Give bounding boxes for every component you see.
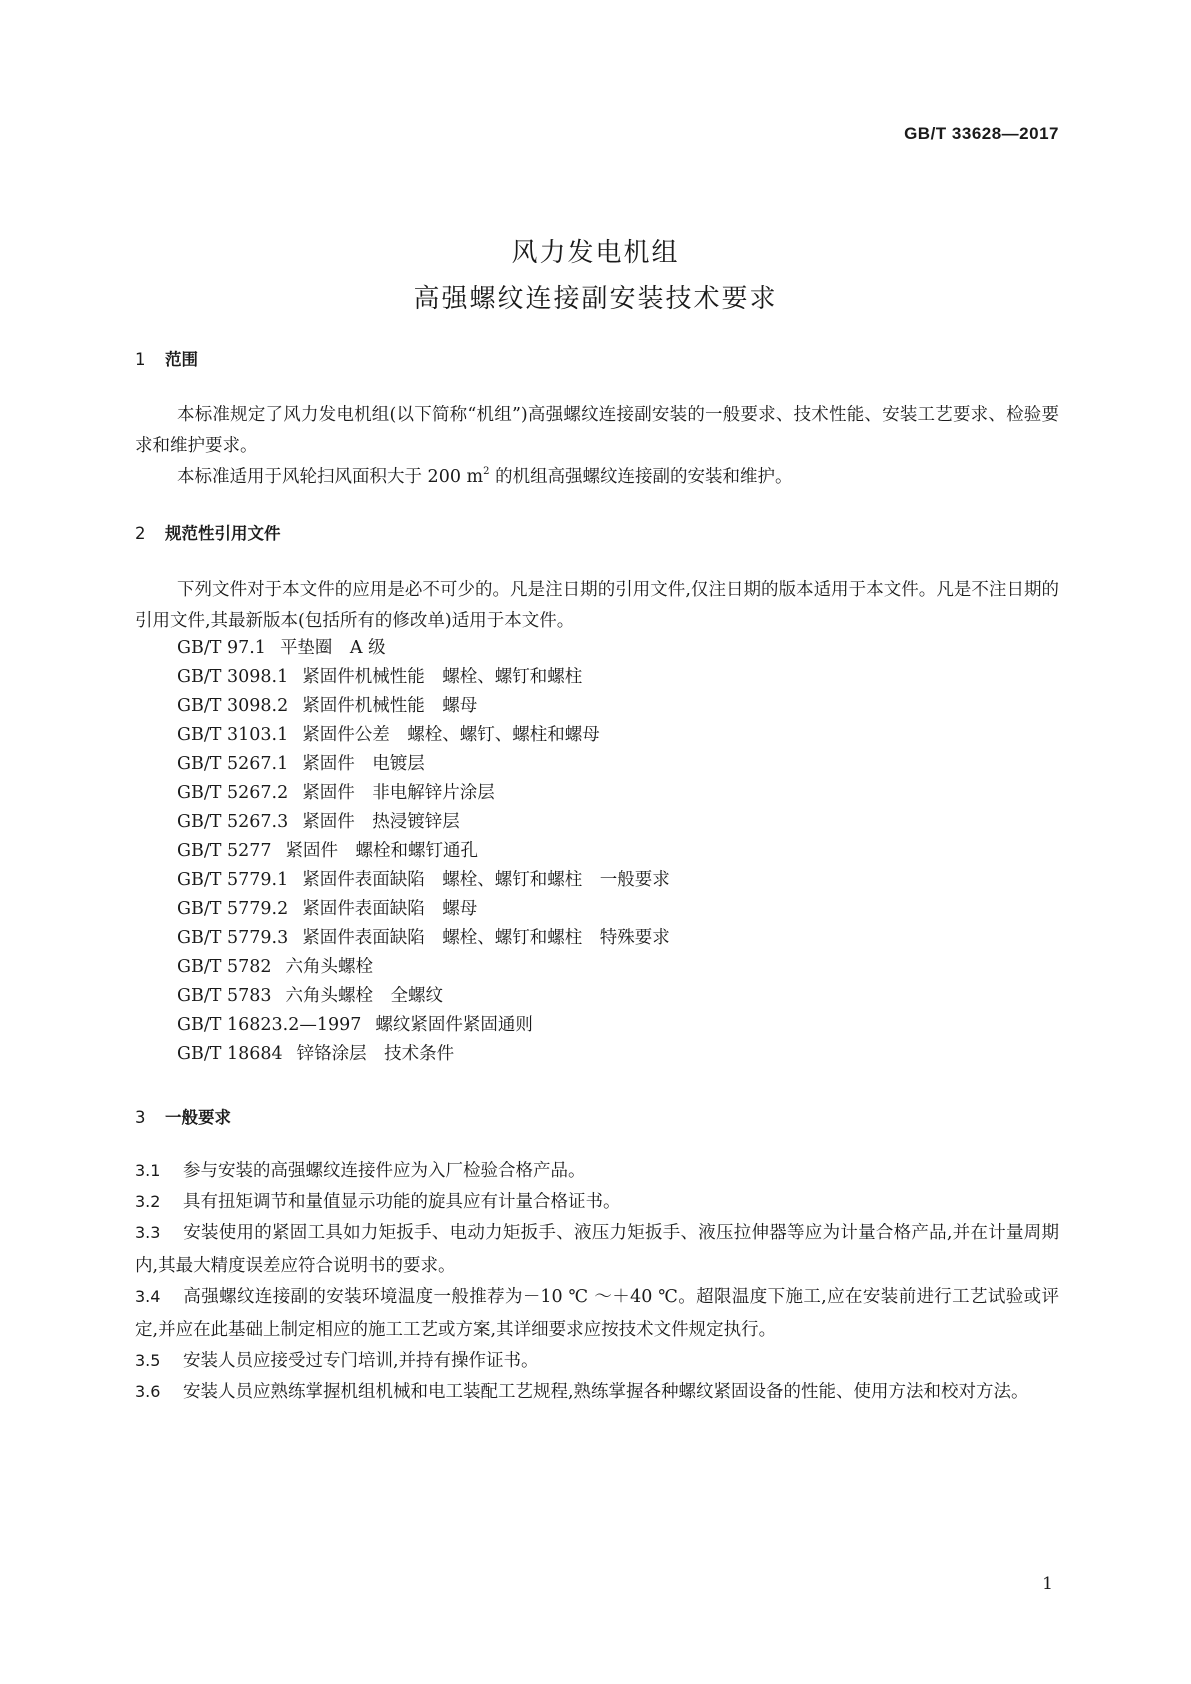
ref-code: GB/T 3103.1 xyxy=(177,725,289,745)
reference-item xyxy=(177,836,478,867)
reference-item xyxy=(177,720,600,751)
ref-code: GB/T 3098.2 xyxy=(177,696,289,716)
requirement-item xyxy=(135,1185,1059,1219)
item-text: 高强螺纹连接副的安装环境温度一般推荐为－10 ℃ ～＋40 ℃。超限温度下施工,应在安装前进行工艺试验或评定,并应在此基础上制定相应的施工工艺或方案,其详细要求应按技术文件规定执行。 xyxy=(135,1287,1059,1340)
ref-title: 紧固件表面缺陷 螺母 xyxy=(302,899,478,919)
reference-item xyxy=(177,778,495,809)
ref-code: GB/T 5782 xyxy=(177,957,272,977)
reference-item xyxy=(177,691,477,722)
item-text: 安装使用的紧固工具如力矩扳手、电动力矩扳手、液压力矩扳手、液压拉伸器等应为计量合格产品,并在计量周期内,其最大精度误差应符合说明书的要求。 xyxy=(135,1223,1059,1276)
ref-title: 平垫圈 A 级 xyxy=(279,638,386,658)
section-number: 3 xyxy=(135,1108,146,1127)
ref-code: GB/T 5779.2 xyxy=(177,899,289,919)
reference-item xyxy=(177,1039,454,1070)
section-title: 范围 xyxy=(165,350,198,369)
requirement-item xyxy=(135,1375,1059,1409)
ref-title: 紧固件表面缺陷 螺栓、螺钉和螺柱 特殊要求 xyxy=(302,928,670,948)
reference-item xyxy=(177,1010,533,1041)
requirement-item xyxy=(135,1216,1059,1283)
ref-code: GB/T 5783 xyxy=(177,986,272,1006)
ref-code: GB/T 5267.3 xyxy=(177,812,289,832)
item-number: 3.5 xyxy=(135,1351,161,1370)
ref-code: GB/T 97.1 xyxy=(177,638,266,658)
ref-code: GB/T 5277 xyxy=(177,841,272,861)
ref-code: GB/T 18684 xyxy=(177,1044,283,1064)
page-number: 1 xyxy=(1042,1574,1053,1594)
document-title xyxy=(0,230,1191,322)
item-text: 参与安装的高强螺纹连接件应为入厂检验合格产品。 xyxy=(183,1161,586,1181)
ref-title: 锌铬涂层 技术条件 xyxy=(296,1044,455,1064)
reference-item xyxy=(177,662,582,693)
ref-title: 螺纹紧固件紧固通则 xyxy=(375,1015,533,1035)
ref-title: 紧固件 螺栓和螺钉通孔 xyxy=(285,841,479,861)
ref-title: 紧固件公差 螺栓、螺钉、螺柱和螺母 xyxy=(302,725,600,745)
title-line-1: 风力发电机组 xyxy=(511,238,680,268)
item-number: 3.2 xyxy=(135,1192,161,1211)
section-2-paragraph-1: 下列文件对于本文件的应用是必不可少的。凡是注日期的引用文件,仅注日期的版本适用于本文件。凡是不注日期的引用文件,其最新版本(包括所有的修改单)适用于本文件。 xyxy=(135,580,1059,631)
paragraph-text: 的机组高强螺纹连接副的安装和维护。 xyxy=(489,467,793,487)
section-2-heading xyxy=(135,520,281,544)
ref-title: 六角头螺栓 全螺纹 xyxy=(285,986,444,1006)
reference-item xyxy=(177,807,460,838)
reference-item xyxy=(177,923,670,954)
section-3-heading xyxy=(135,1104,231,1128)
ref-title: 紧固件表面缺陷 螺栓、螺钉和螺柱 一般要求 xyxy=(302,870,670,890)
reference-item xyxy=(177,894,477,925)
superscript: 2 xyxy=(483,466,490,477)
item-number: 3.3 xyxy=(135,1223,161,1242)
requirement-item xyxy=(135,1154,1059,1188)
reference-item xyxy=(177,865,670,896)
ref-title: 紧固件 非电解锌片涂层 xyxy=(302,783,495,803)
item-number: 3.6 xyxy=(135,1382,161,1401)
item-text: 安装人员应熟练掌握机组机械和电工装配工艺规程,熟练掌握各种螺纹紧固设备的性能、使用方法和校对方法。 xyxy=(183,1382,1029,1402)
ref-title: 紧固件 热浸镀锌层 xyxy=(302,812,460,832)
item-number: 3.1 xyxy=(135,1161,161,1180)
ref-title: 紧固件机械性能 螺栓、螺钉和螺柱 xyxy=(302,667,583,687)
ref-code: GB/T 5267.2 xyxy=(177,783,289,803)
title-line-2: 高强螺纹连接副安装技术要求 xyxy=(413,284,778,314)
section-1-paragraph-2 xyxy=(135,462,1059,493)
item-number: 3.4 xyxy=(135,1287,161,1306)
requirement-item xyxy=(135,1344,1059,1378)
reference-item xyxy=(177,633,386,664)
section-1-heading xyxy=(135,346,198,370)
ref-code: GB/T 3098.1 xyxy=(177,667,289,687)
section-1-paragraph-1: 本标准规定了风力发电机组(以下简称“机组”)高强螺纹连接副安装的一般要求、技术性能、安装工艺要求、检验要求和维护要求。 xyxy=(135,405,1059,456)
item-text: 安装人员应接受过专门培训,并持有操作证书。 xyxy=(183,1351,539,1371)
item-text: 具有扭矩调节和量值显示功能的旋具应有计量合格证书。 xyxy=(183,1192,621,1212)
reference-item xyxy=(177,981,443,1012)
ref-title: 紧固件机械性能 螺母 xyxy=(302,696,478,716)
section-title: 规范性引用文件 xyxy=(165,524,281,543)
ref-title: 紧固件 电镀层 xyxy=(302,754,425,774)
standard-code: GB/T 33628—2017 xyxy=(904,124,1059,143)
ref-code: GB/T 5779.3 xyxy=(177,928,289,948)
section-number: 1 xyxy=(135,350,146,369)
ref-title: 六角头螺栓 xyxy=(285,957,374,977)
ref-code: GB/T 5779.1 xyxy=(177,870,289,890)
reference-item xyxy=(177,952,373,983)
section-number: 2 xyxy=(135,524,146,543)
paragraph-text: 本标准适用于风轮扫风面积大于 200 m xyxy=(177,467,484,487)
section-title: 一般要求 xyxy=(165,1108,231,1127)
ref-code: GB/T 5267.1 xyxy=(177,754,289,774)
ref-code: GB/T 16823.2—1997 xyxy=(177,1015,362,1035)
reference-item xyxy=(177,749,425,780)
requirement-item xyxy=(135,1280,1059,1347)
